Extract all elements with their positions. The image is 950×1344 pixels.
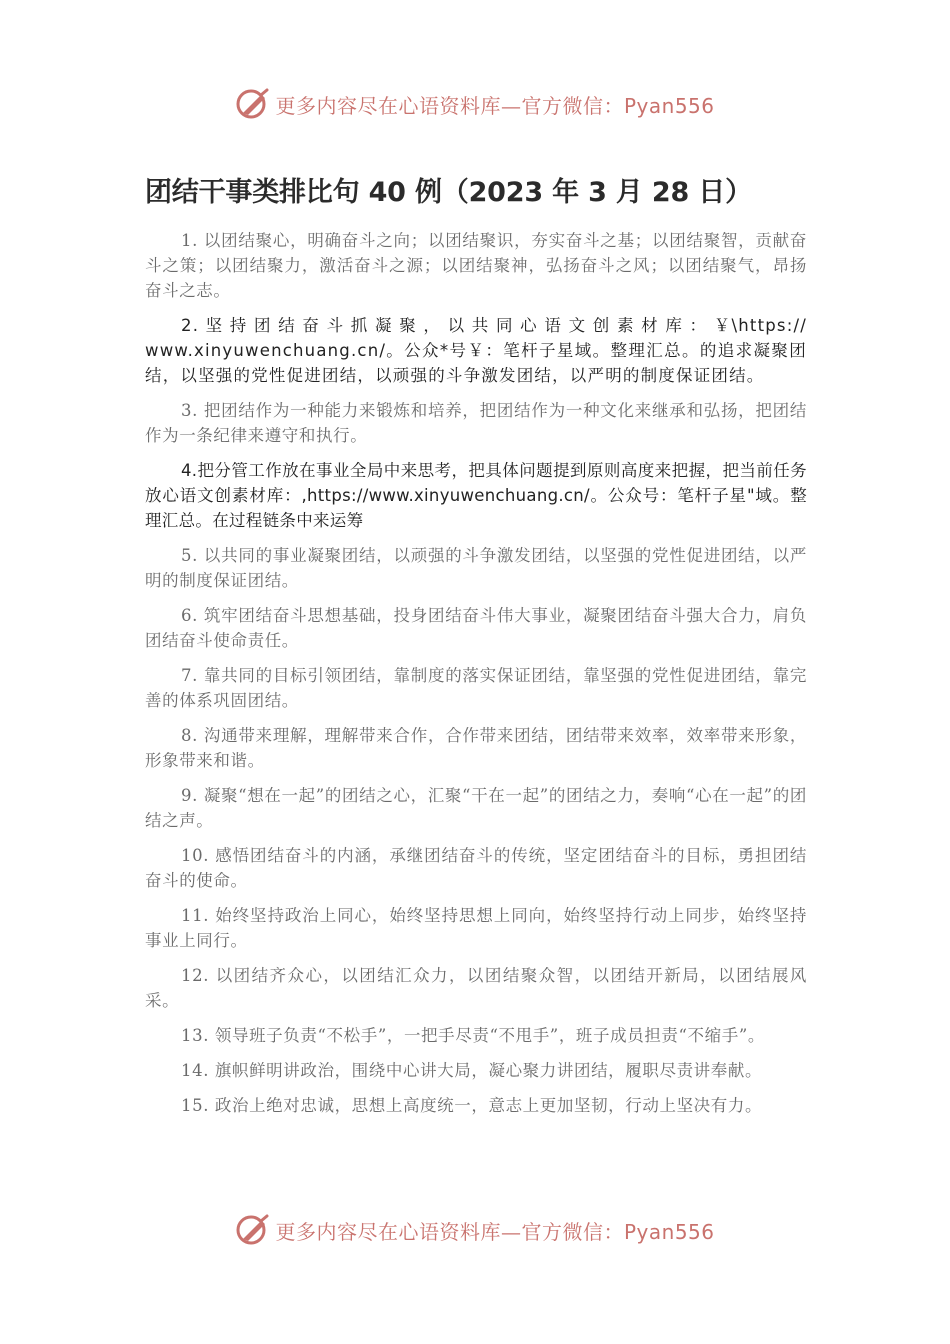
paragraph-6: 6. 筑牢团结奋斗思想基础，投身团结奋斗伟大事业，凝聚团结奋斗强大合力，肩负团结奋斗使命责任。 [145, 606, 807, 650]
header-wechat-id: Pyan556 [623, 93, 715, 118]
paragraph-7: 7. 靠共同的目标引领团结，靠制度的落实保证团结，靠坚强的党性促进团结，靠完善的体系巩固团结。 [145, 666, 807, 710]
footer-banner [0, 1210, 950, 1250]
paragraph-15: 15. 政治上绝对忠诚，思想上高度统一，意志上更加坚韧，行动上坚决有力。 [181, 1096, 763, 1115]
paragraph-1: 1. 以团结聚心，明确奋斗之向；以团结聚识，夯实奋斗之基；以团结聚智，贡献奋斗之策；以团结聚力，激活奋斗之源；以团结聚神，弘扬奋斗之风；以团结聚气，昂扬奋斗之志。 [145, 231, 807, 300]
paragraph-4: 4.把分管工作放在事业全局中来思考，把具体问题提到原则高度来把握，把当前任务放心语文创素材库：,https://www.xinyuwenchuang.cn/。公众号：笔杆子星"域。整理汇总。在过程链条中来运筹 [145, 461, 807, 530]
header-banner-label: 更多内容尽在心语资料库—官方微信： [275, 93, 624, 118]
page-title: 团结干事类排比句 40 例（2023 年 3 月 28 日） [145, 177, 752, 208]
header-banner [0, 84, 950, 124]
paragraph-10: 10. 感悟团结奋斗的内涵，承继团结奋斗的传统，坚定团结奋斗的目标，勇担团结奋斗的使命。 [145, 846, 807, 890]
paragraph-11: 11. 始终坚持政治上同心，始终坚持思想上同向，始终坚持行动上同步，始终坚持事业上同行。 [145, 906, 807, 950]
footer-banner-label: 更多内容尽在心语资料库—官方微信： [275, 1219, 624, 1244]
paragraph-13: 13. 领导班子负责“不松手”，一把手尽责“不甩手”，班子成员担责“不缩手”。 [181, 1026, 765, 1045]
footer-banner-text [275, 1216, 714, 1245]
document-body [145, 228, 807, 1128]
paragraph-2: 2. 坚 持 团 结 奋 斗 抓 凝 聚 ， 以 共 同 心 语 文 创 素 材 库 ： ￥\https://www.xinyuwenchuang.cn/。公众*号￥：笔杆子星域。整理汇总。的追求凝聚团结，以坚强的党性促进团结，以顽强的斗争激发团结，以严明的制度保证团结。 [145, 316, 807, 385]
paragraph-5: 5. 以共同的事业凝聚团结，以顽强的斗争激发团结，以坚强的党性促进团结，以严明的制度保证团结。 [145, 546, 807, 590]
paragraph-3: 3. 把团结作为一种能力来锻炼和培养，把团结作为一种文化来继承和弘扬，把团结作为一条纪律来遵守和执行。 [145, 401, 807, 445]
pen-logo-icon [235, 86, 271, 122]
paragraph-12: 12. 以团结齐众心，以团结汇众力，以团结聚众智，以团结开新局，以团结展风采。 [145, 966, 807, 1010]
footer-wechat-id: Pyan556 [623, 1219, 715, 1244]
paragraph-8: 8. 沟通带来理解，理解带来合作，合作带来团结，团结带来效率，效率带来形象，形象带来和谐。 [145, 726, 807, 770]
paragraph-9: 9. 凝聚“想在一起”的团结之心，汇聚“干在一起”的团结之力，奏响“心在一起”的团结之声。 [145, 786, 807, 830]
pen-logo-icon [235, 1212, 271, 1248]
header-banner-text [275, 90, 714, 119]
paragraph-14: 14. 旗帜鲜明讲政治，围绕中心讲大局，凝心聚力讲团结，履职尽责讲奉献。 [181, 1061, 763, 1080]
